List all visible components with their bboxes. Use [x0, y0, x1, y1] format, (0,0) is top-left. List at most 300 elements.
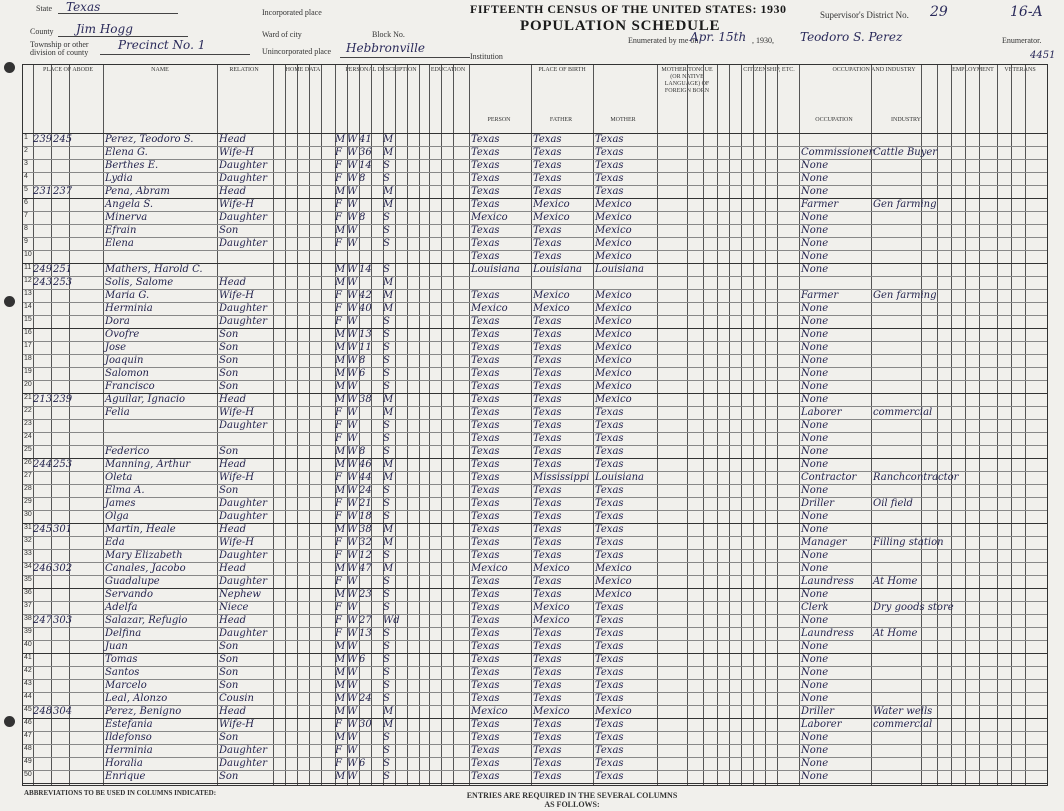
- cell-race: W: [347, 576, 358, 587]
- cell-father: Texas: [533, 771, 562, 782]
- cell-age: 42: [359, 290, 372, 301]
- cell-marital: S: [383, 420, 390, 431]
- cell-marital: S: [383, 342, 390, 353]
- cell-name: Estefania: [105, 719, 153, 730]
- cell-pob: Texas: [471, 602, 500, 613]
- cell-mother: Mexico: [595, 303, 632, 314]
- cell-occupation: None: [801, 238, 829, 249]
- cell-pob: Mexico: [471, 212, 508, 223]
- cell-marital: M: [383, 472, 394, 483]
- table-row: [23, 758, 1047, 771]
- cell-sex: F: [335, 316, 342, 327]
- cell-marital: S: [383, 550, 390, 561]
- table-row: [23, 407, 1047, 420]
- table-row: [23, 225, 1047, 238]
- cell-marital: S: [383, 485, 390, 496]
- cell-sex: M: [335, 563, 346, 574]
- cell-marital: S: [383, 511, 390, 522]
- cell-mother: Mexico: [595, 355, 632, 366]
- cell-mother: Mexico: [595, 225, 632, 236]
- cell-pob: Texas: [471, 459, 500, 470]
- cell-dwelling: 245: [33, 524, 53, 535]
- cell-pob: Texas: [471, 316, 500, 327]
- table-row: [23, 355, 1047, 368]
- supervisor-district: 29: [930, 4, 948, 20]
- cell-relation: Wife-H: [219, 537, 255, 548]
- cell-pob: Texas: [471, 420, 500, 431]
- cell-age: 18: [359, 511, 372, 522]
- cell-pob: Texas: [471, 524, 500, 535]
- cell-name: Maria G.: [105, 290, 150, 301]
- cell-relation: Wife-H: [219, 719, 255, 730]
- cell-name: Perez, Teodoro S.: [105, 134, 194, 145]
- cell-race: W: [347, 550, 358, 561]
- cell-father: Texas: [533, 446, 562, 457]
- cell-race: W: [347, 212, 358, 223]
- cell-occupation: Laborer: [801, 407, 842, 418]
- cell-occupation: None: [801, 355, 829, 366]
- cell-marital: M: [383, 303, 394, 314]
- cell-marital: S: [383, 758, 390, 769]
- cell-name: Marcelo: [105, 680, 147, 691]
- cell-name: Elena: [105, 238, 134, 249]
- table-row: [23, 134, 1047, 147]
- cell-name: Canales, Jacobo: [105, 563, 186, 574]
- cell-relation: Daughter: [219, 758, 267, 769]
- cell-marital: S: [383, 745, 390, 756]
- cell-pob: Texas: [471, 615, 500, 626]
- cell-race: W: [347, 758, 358, 769]
- cell-name: Dora: [105, 316, 130, 327]
- cell-occupation: None: [801, 394, 829, 405]
- township-value: Precinct No. 1: [118, 38, 206, 52]
- cell-name: James: [105, 498, 136, 509]
- cell-line: 10: [24, 251, 32, 258]
- cell-name: Mary Elizabeth: [105, 550, 183, 561]
- cell-marital: S: [383, 212, 390, 223]
- table-row: [23, 706, 1047, 719]
- cell-father: Texas: [533, 186, 562, 197]
- cell-line: 1: [24, 134, 28, 141]
- cell-line: 23: [24, 420, 32, 427]
- cell-race: W: [347, 303, 358, 314]
- cell-name: Mathers, Harold C.: [105, 264, 203, 275]
- cell-father: Texas: [533, 719, 562, 730]
- cell-relation: Son: [219, 641, 239, 652]
- cell-mother: Mexico: [595, 290, 632, 301]
- cell-race: W: [347, 264, 358, 275]
- cell-marital: S: [383, 667, 390, 678]
- cell-race: W: [347, 173, 358, 184]
- table-row: [23, 732, 1047, 745]
- cell-occupation: Manager: [801, 537, 847, 548]
- cell-mother: Texas: [595, 446, 624, 457]
- cell-occupation: None: [801, 563, 829, 574]
- cell-occupation: Clerk: [801, 602, 829, 613]
- cell-pob: Texas: [471, 654, 500, 665]
- table-row: [23, 329, 1047, 342]
- enumerator-label: Enumerator.: [1002, 36, 1042, 45]
- table-row: [23, 628, 1047, 641]
- table-row: [23, 589, 1047, 602]
- cell-relation: Son: [219, 368, 239, 379]
- cell-relation: Son: [219, 732, 239, 743]
- cell-pob: Texas: [471, 134, 500, 145]
- cell-relation: Wife-H: [219, 199, 255, 210]
- cell-occupation: Farmer: [801, 199, 839, 210]
- cell-sex: M: [335, 381, 346, 392]
- cell-name: Ovofre: [105, 329, 140, 340]
- cell-mother: Texas: [595, 420, 624, 431]
- cell-name: Perez, Benigno: [105, 706, 182, 717]
- cell-mother: Mexico: [595, 589, 632, 600]
- entries-note: ENTRIES ARE REQUIRED IN THE SEVERAL COLUMNS AS FOLLOWS:: [466, 791, 678, 809]
- cell-marital: M: [383, 147, 394, 158]
- county-value: Jim Hogg: [76, 22, 133, 36]
- cell-father: Mexico: [533, 602, 570, 613]
- cell-line: 27: [24, 472, 32, 479]
- cell-sex: F: [335, 173, 342, 184]
- cell-sex: F: [335, 238, 342, 249]
- cell-sex: F: [335, 212, 342, 223]
- cell-occupation: None: [801, 511, 829, 522]
- cell-pob: Texas: [471, 186, 500, 197]
- cell-pob: Texas: [471, 147, 500, 158]
- table-row: [23, 277, 1047, 290]
- cell-mother: Texas: [595, 732, 624, 743]
- cell-sex: M: [335, 368, 346, 379]
- cell-race: W: [347, 602, 358, 613]
- cell-pob: Texas: [471, 732, 500, 743]
- cell-occupation: None: [801, 485, 829, 496]
- cell-name: Manning, Arthur: [105, 459, 191, 470]
- cell-name: Eda: [105, 537, 125, 548]
- cell-line: 7: [24, 212, 28, 219]
- cell-marital: Wd: [383, 615, 400, 626]
- cell-dwelling: 213: [33, 394, 53, 405]
- cell-race: W: [347, 641, 358, 652]
- cell-occupation: Laundress: [801, 576, 854, 587]
- cell-occupation: None: [801, 173, 829, 184]
- cell-pob: Mexico: [471, 303, 508, 314]
- cell-age: 21: [359, 498, 372, 509]
- cell-name: Oleta: [105, 472, 133, 483]
- cell-line: 48: [24, 745, 32, 752]
- year-label: , 1930,: [752, 36, 774, 45]
- cell-name: Efrain: [105, 225, 137, 236]
- cell-mother: Mexico: [595, 368, 632, 379]
- state-label: State: [36, 4, 52, 13]
- cell-line: 6: [24, 199, 28, 206]
- cell-dwelling: 247: [33, 615, 53, 626]
- cell-name: Pena, Abram: [105, 186, 170, 197]
- cell-age: 24: [359, 485, 372, 496]
- cell-relation: Daughter: [219, 212, 267, 223]
- cell-occupation: None: [801, 342, 829, 353]
- cell-family: 253: [53, 277, 73, 288]
- cell-father: Texas: [533, 147, 562, 158]
- cell-father: Texas: [533, 641, 562, 652]
- cell-mother: Mexico: [595, 706, 632, 717]
- column-head-person: PERSON: [487, 117, 511, 123]
- cell-occupation: None: [801, 225, 829, 236]
- cell-pob: Texas: [471, 589, 500, 600]
- cell-line: 42: [24, 667, 32, 674]
- cell-father: Texas: [533, 550, 562, 561]
- cell-line: 46: [24, 719, 32, 726]
- cell-relation: Nephew: [219, 589, 261, 600]
- cell-occupation: None: [801, 680, 829, 691]
- cell-marital: S: [383, 160, 390, 171]
- cell-sex: M: [335, 355, 346, 366]
- cell-age: 38: [359, 524, 372, 535]
- cell-line: 35: [24, 576, 32, 583]
- schedule-grid: [22, 64, 1048, 786]
- column-head-name: NAME: [151, 67, 169, 73]
- cell-mother: Louisiana: [595, 472, 644, 483]
- cell-occupation: Farmer: [801, 290, 839, 301]
- cell-occupation: None: [801, 550, 829, 561]
- cell-name: Olga: [105, 511, 129, 522]
- cell-relation: Daughter: [219, 316, 267, 327]
- cell-occupation: None: [801, 212, 829, 223]
- cell-pob: Texas: [471, 550, 500, 561]
- table-row: [23, 576, 1047, 589]
- column-head-place-of-birth: PLACE OF BIRTH: [538, 67, 586, 73]
- table-row: [23, 238, 1047, 251]
- cell-line: 4: [24, 173, 28, 180]
- cell-marital: S: [383, 381, 390, 392]
- cell-line: 45: [24, 706, 32, 713]
- cell-marital: S: [383, 693, 390, 704]
- cell-mother: Texas: [595, 693, 624, 704]
- table-row: [23, 186, 1047, 199]
- cell-sex: F: [335, 758, 342, 769]
- cell-sex: M: [335, 394, 346, 405]
- column-head-place-of-abode: PLACE OF ABODE: [42, 67, 93, 73]
- cell-race: W: [347, 446, 358, 457]
- cell-father: Texas: [533, 667, 562, 678]
- cell-age: 46: [359, 459, 372, 470]
- cell-marital: S: [383, 355, 390, 366]
- cell-relation: Daughter: [219, 745, 267, 756]
- cell-line: 37: [24, 602, 32, 609]
- cell-name: Solis, Salome: [105, 277, 174, 288]
- cell-mother: Mexico: [595, 342, 632, 353]
- ward-label: Ward of city: [262, 30, 302, 39]
- cell-line: 25: [24, 446, 32, 453]
- table-row: [23, 264, 1047, 277]
- cell-occupation: None: [801, 745, 829, 756]
- cell-race: W: [347, 186, 358, 197]
- cell-family: 303: [53, 615, 73, 626]
- cell-pob: Texas: [471, 173, 500, 184]
- cell-father: Texas: [533, 524, 562, 535]
- cell-occupation: Laundress: [801, 628, 854, 639]
- cell-occupation: None: [801, 303, 829, 314]
- cell-line: 21: [24, 394, 32, 401]
- cell-father: Texas: [533, 745, 562, 756]
- table-row: [23, 485, 1047, 498]
- cell-sex: M: [335, 485, 346, 496]
- cell-father: Texas: [533, 511, 562, 522]
- cell-race: W: [347, 160, 358, 171]
- cell-father: Texas: [533, 394, 562, 405]
- cell-race: W: [347, 368, 358, 379]
- cell-name: Servando: [105, 589, 154, 600]
- cell-sex: M: [335, 446, 346, 457]
- cell-race: W: [347, 771, 358, 782]
- cell-race: W: [347, 693, 358, 704]
- cell-occupation: None: [801, 316, 829, 327]
- table-row: [23, 550, 1047, 563]
- table-row: [23, 459, 1047, 472]
- cell-father: Texas: [533, 433, 562, 444]
- cell-occupation: Contractor: [801, 472, 857, 483]
- table-row: [23, 680, 1047, 693]
- cell-race: W: [347, 407, 358, 418]
- cell-line: 28: [24, 485, 32, 492]
- cell-name: Delfina: [105, 628, 142, 639]
- cell-race: W: [347, 134, 358, 145]
- cell-mother: Mexico: [595, 251, 632, 262]
- column-head-mother-tongue: MOTHER TONGUE (OR NATIVE LANGUAGE) OF FOREIGN BORN: [661, 67, 713, 94]
- cell-race: W: [347, 472, 358, 483]
- cell-mother: Mexico: [595, 316, 632, 327]
- cell-line: 17: [24, 342, 32, 349]
- cell-family: 245: [53, 134, 73, 145]
- cell-occupation: Driller: [801, 498, 835, 509]
- cell-sex: F: [335, 199, 342, 210]
- cell-marital: S: [383, 173, 390, 184]
- cell-mother: Mexico: [595, 199, 632, 210]
- table-row: [23, 290, 1047, 303]
- cell-family: 301: [53, 524, 73, 535]
- cell-marital: M: [383, 459, 394, 470]
- cell-sex: M: [335, 732, 346, 743]
- cell-pob: Mexico: [471, 706, 508, 717]
- cell-sex: M: [335, 654, 346, 665]
- cell-marital: M: [383, 524, 394, 535]
- cell-pob: Texas: [471, 511, 500, 522]
- table-row: [23, 537, 1047, 550]
- cell-sex: F: [335, 550, 342, 561]
- cell-industry: Oil field: [873, 498, 913, 509]
- cell-name: Martin, Heale: [105, 524, 176, 535]
- cell-sex: M: [335, 225, 346, 236]
- cell-mother: Texas: [595, 680, 624, 691]
- cell-mother: Texas: [595, 758, 624, 769]
- cell-marital: M: [383, 199, 394, 210]
- cell-line: 8: [24, 225, 28, 232]
- cell-name: Salomon: [105, 368, 149, 379]
- cell-race: W: [347, 147, 358, 158]
- cell-age: 47: [359, 563, 372, 574]
- cell-mother: Texas: [595, 459, 624, 470]
- cell-name: Tomas: [105, 654, 138, 665]
- table-row: [23, 472, 1047, 485]
- cell-father: Texas: [533, 329, 562, 340]
- cell-line: 13: [24, 290, 32, 297]
- cell-father: Texas: [533, 576, 562, 587]
- cell-marital: M: [383, 719, 394, 730]
- cell-sex: M: [335, 329, 346, 340]
- cell-relation: Son: [219, 342, 239, 353]
- cell-father: Texas: [533, 459, 562, 470]
- cell-occupation: None: [801, 251, 829, 262]
- cell-mother: Texas: [595, 407, 624, 418]
- cell-father: Texas: [533, 407, 562, 418]
- cell-age: 8: [359, 446, 366, 457]
- cell-line: 14: [24, 303, 32, 310]
- cell-relation: Daughter: [219, 238, 267, 249]
- cell-age: 32: [359, 537, 372, 548]
- cell-mother: Texas: [595, 771, 624, 782]
- table-row: [23, 394, 1047, 407]
- cell-industry: Gen farming: [873, 199, 937, 210]
- cell-father: Mexico: [533, 303, 570, 314]
- cell-relation: Daughter: [219, 550, 267, 561]
- cell-relation: Wife-H: [219, 407, 255, 418]
- cell-occupation: None: [801, 381, 829, 392]
- cell-father: Texas: [533, 537, 562, 548]
- cell-pob: Texas: [471, 758, 500, 769]
- punch-hole: [4, 716, 15, 727]
- cell-mother: Mexico: [595, 563, 632, 574]
- cell-race: W: [347, 732, 358, 743]
- cell-occupation: None: [801, 186, 829, 197]
- cell-age: 13: [359, 329, 372, 340]
- cell-father: Texas: [533, 238, 562, 249]
- cell-relation: Son: [219, 680, 239, 691]
- cell-relation: Niece: [219, 602, 249, 613]
- cell-race: W: [347, 290, 358, 301]
- cell-pob: Texas: [471, 433, 500, 444]
- cell-age: 40: [359, 303, 372, 314]
- cell-pob: Texas: [471, 693, 500, 704]
- cell-sex: F: [335, 511, 342, 522]
- cell-name: Francisco: [105, 381, 155, 392]
- cell-sex: F: [335, 407, 342, 418]
- cell-age: 8: [359, 212, 366, 223]
- form-footer: [22, 787, 1046, 809]
- cell-father: Texas: [533, 316, 562, 327]
- cell-marital: S: [383, 654, 390, 665]
- table-row: [23, 667, 1047, 680]
- cell-mother: Texas: [595, 641, 624, 652]
- cell-mother: Texas: [595, 134, 624, 145]
- cell-sex: M: [335, 706, 346, 717]
- cell-line: 41: [24, 654, 32, 661]
- table-row: [23, 654, 1047, 667]
- sheet-number: 16-A: [1010, 4, 1043, 20]
- cell-father: Texas: [533, 680, 562, 691]
- cell-sex: F: [335, 290, 342, 301]
- cell-father: Mexico: [533, 563, 570, 574]
- cell-name: Berthes E.: [105, 160, 159, 171]
- cell-sex: M: [335, 524, 346, 535]
- cell-name: Minerva: [105, 212, 148, 223]
- cell-mother: Texas: [595, 433, 624, 444]
- cell-industry: At Home: [873, 576, 918, 587]
- cell-name: Enrique: [105, 771, 146, 782]
- cell-age: 13: [359, 628, 372, 639]
- unincorporated-place-value: Hebbronville: [346, 41, 426, 55]
- column-head-home-data: HOME DATA: [285, 67, 321, 73]
- cell-line: 11: [24, 264, 32, 271]
- cell-father: Mexico: [533, 212, 570, 223]
- cell-pob: Texas: [471, 329, 500, 340]
